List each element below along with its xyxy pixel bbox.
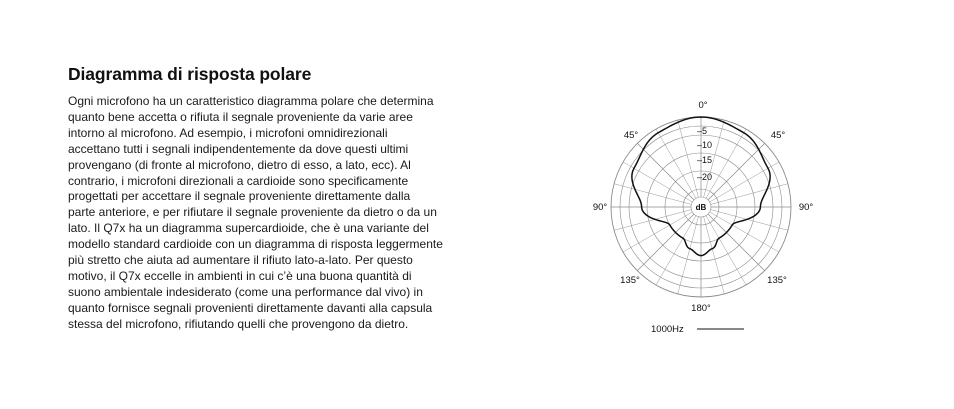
angle-label-180: 180° (691, 303, 711, 314)
db-label-10: –10 (697, 140, 713, 150)
db-center-label: dB (695, 203, 707, 212)
angle-label-90-left: 90° (592, 202, 608, 213)
db-label-5: –5 (697, 126, 708, 136)
angle-label-135-right: 135° (767, 275, 787, 286)
polar-grid-spoke-105 (711, 210, 788, 231)
polar-grid-spoke-285 (614, 184, 691, 205)
polar-grid-spoke-45 (708, 143, 765, 200)
polar-grid-spoke-195 (678, 217, 699, 294)
polar-grid-spoke-255 (614, 210, 691, 231)
angle-label-45-left: 45° (623, 130, 639, 141)
db-label-20: –20 (697, 172, 713, 182)
legend-label: 1000Hz (651, 324, 684, 335)
angle-label-90-right: 90° (798, 202, 814, 213)
polar-grid-spoke-165 (704, 217, 725, 294)
polar-grid-spoke-315 (637, 143, 694, 200)
angle-label-135-left: 135° (620, 275, 640, 286)
polar-grid-spoke-75 (711, 184, 788, 205)
angle-label-45-right: 45° (770, 130, 786, 141)
db-label-15: –15 (697, 155, 713, 165)
angle-label-0: 0° (698, 100, 708, 111)
polar-pattern-chart (584, 94, 824, 344)
polar-grid-spoke-345 (678, 120, 699, 197)
section-body-text: Ogni microfono ha un caratteristico diagramma polare che determina quanto bene accetta o rifiuta il segnale proveniente da varie aree intorno al microfono. Ad esempio, i microfoni omnidirezionali accettano tutti i segnali indipendentemente da dove questi ultimi provengano (di fronte al microfono, dietro di esso, a lato, ecc). Al contrario, i microfoni direzionali a cardioide sono specificamente progettati per accettare il segnale proveniente direttamente dalla parte anteriore, e per rifiutare il segnale proveniente da dietro o da un lato. Il Q7x ha un diagramma supercardioide, che è una variante del modello standard cardioide con un diagramma di risposta leggermente più stretto che aiuta ad aumentare il rifiuto lato-a-lato. Per questo motivo, il Q7x eccelle in ambienti in cui c’è una buona quantità di suono ambientale indesiderato (come una performance dal vivo) in quanto fornisce segnali provenienti direttamente davanti alla capsula stessa del microfono, rifiutando quelli che provengono da dietro. (68, 94, 443, 331)
section-title: Diagramma di risposta polare (68, 64, 312, 84)
